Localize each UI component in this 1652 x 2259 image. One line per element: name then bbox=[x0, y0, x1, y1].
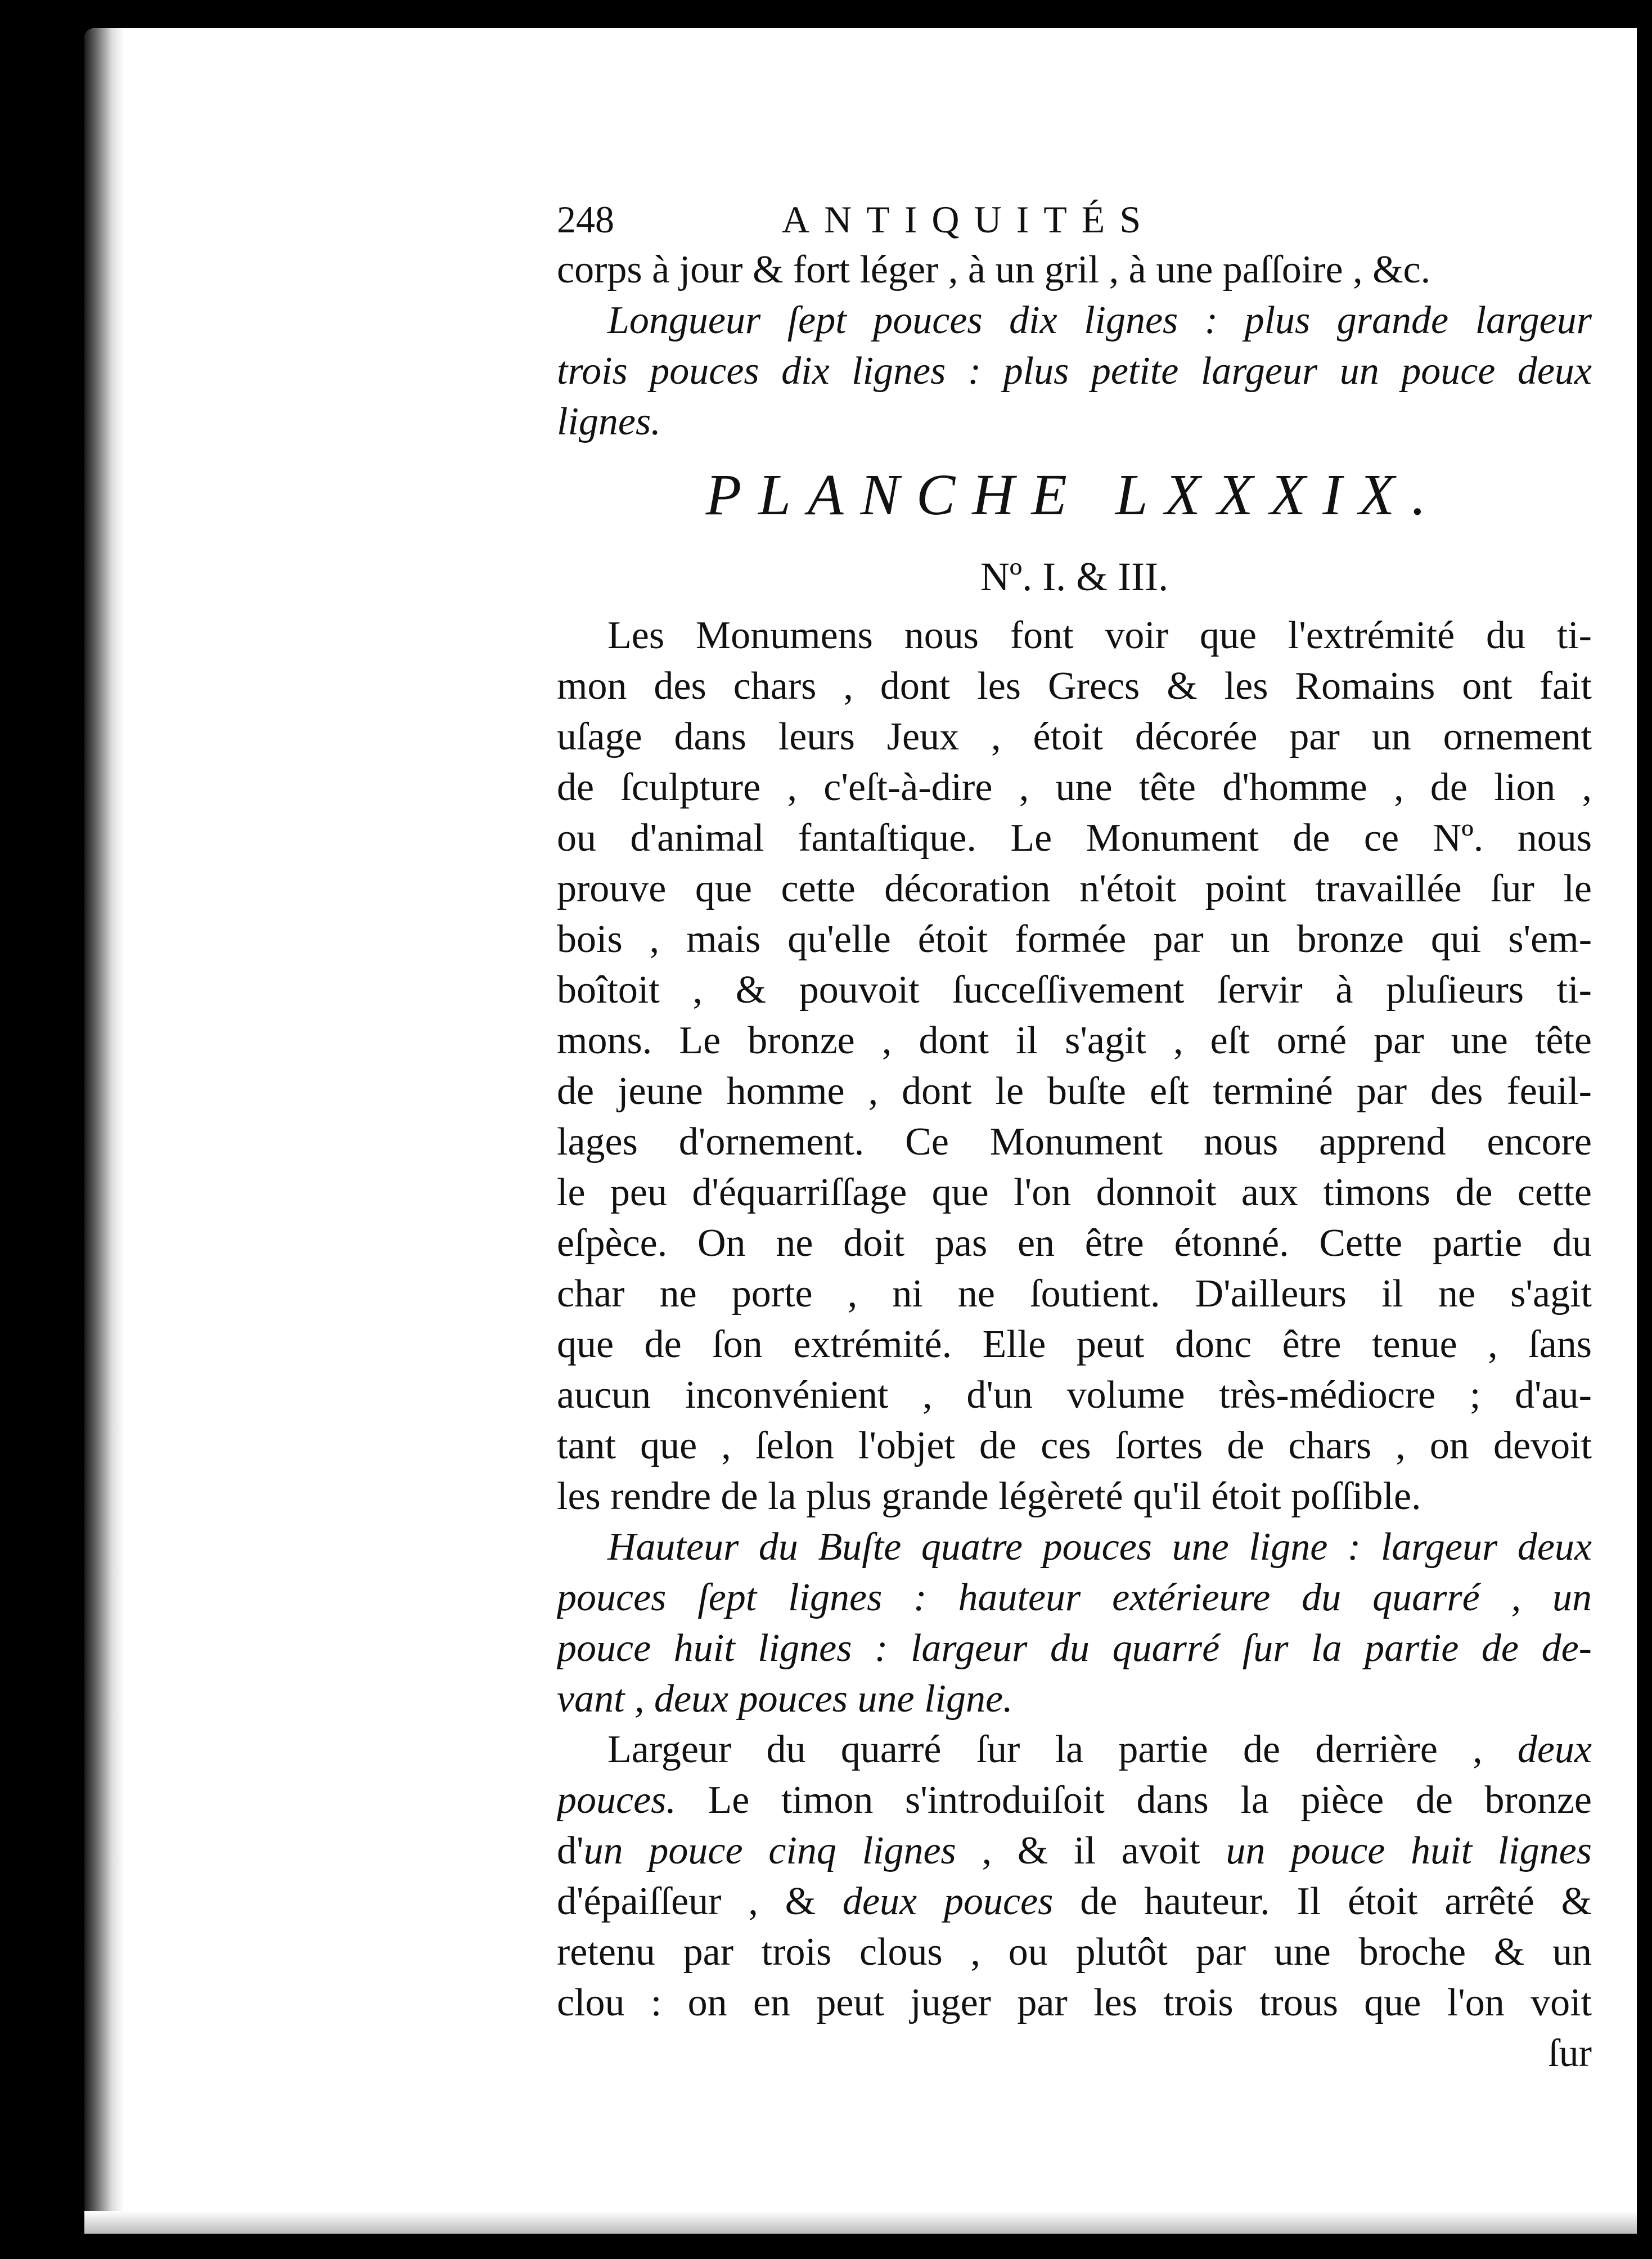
text-line bbox=[557, 1775, 1592, 1826]
text-line: char ne porte , ni ne ſoutient. D'ailleurs il ne s'agit bbox=[557, 1272, 1592, 1315]
gutter-shadow bbox=[84, 28, 124, 2234]
text-span: d' bbox=[557, 1829, 584, 1872]
text-span: Le timon s'introduiſoit dans la pièce de bronze bbox=[676, 1779, 1592, 1822]
text-line: eſpèce. On ne doit pas en être étonné. Cette partie du bbox=[557, 1221, 1592, 1265]
text-line: de jeune homme , dont le buſte eſt terminé par des feuil- bbox=[557, 1070, 1592, 1113]
text-line: les rendre de la plus grande légèreté qu'il étoit poſſible. bbox=[557, 1475, 1421, 1518]
text-span: , & il avoit bbox=[956, 1829, 1226, 1872]
page-bottom-edge bbox=[84, 2211, 1637, 2234]
text-line: lignes. bbox=[557, 400, 661, 443]
text-line: bois , mais qu'elle étoit formée par un bronze qui s'em- bbox=[557, 918, 1592, 961]
text-span: de hauteur. Il étoit arrêté & bbox=[1053, 1880, 1592, 1923]
text-line: Hauteur du Buſte quatre pouces une ligne : largeur deux bbox=[607, 1525, 1592, 1569]
text-line bbox=[557, 1876, 1592, 1927]
plate-subtitle: Nº. I. & III. bbox=[980, 554, 1169, 599]
text-line: corps à jour & fort léger , à un gril , à une paſſoire , &c. bbox=[557, 248, 1431, 291]
text-line: vant , deux pouces une ligne. bbox=[557, 1677, 1013, 1721]
text-span: un pouce cinq lignes bbox=[583, 1829, 956, 1872]
catchword: ſur bbox=[1548, 2032, 1592, 2075]
text-line: mons. Le bronze , dont il s'agit , eſt orné par une tête bbox=[557, 1019, 1592, 1062]
text-line bbox=[557, 1724, 1592, 1775]
text-line: aucun inconvénient , d'un volume très-médiocre ; d'au- bbox=[557, 1373, 1592, 1417]
page-number: 248 bbox=[557, 198, 614, 241]
text-span: deux pouces bbox=[842, 1880, 1054, 1923]
book-page bbox=[84, 28, 1637, 2234]
text-span: Largeur du quarré ſur la partie de derrière , bbox=[607, 1728, 1518, 1771]
text-line: boîtoit , & pouvoit ſucceſſivement ſervir à pluſieurs ti- bbox=[557, 968, 1592, 1012]
text-line: prouve que cette décoration n'étoit point travaillée ſur le bbox=[557, 867, 1592, 910]
text-block bbox=[557, 194, 1592, 2079]
running-header bbox=[557, 194, 1592, 245]
text-line: Longueur ſept pouces dix lignes : plus grande largeur bbox=[607, 299, 1592, 342]
text-line: mon des chars , dont les Grecs & les Romains ont fait bbox=[557, 664, 1592, 708]
text-line: lages d'ornement. Ce Monument nous apprend encore bbox=[557, 1120, 1592, 1164]
text-line: tant que , ſelon l'objet de ces ſortes de chars , on devoit bbox=[557, 1424, 1592, 1467]
plate-title: PLANCHE LXXXIX. bbox=[705, 462, 1443, 527]
text-span: un pouce huit lignes bbox=[1226, 1829, 1592, 1872]
text-line: de ſculpture , c'eſt-à-dire , une tête d'homme , de lion , bbox=[557, 766, 1592, 809]
text-line: pouce huit lignes : largeur du quarré ſur la partie de de- bbox=[557, 1627, 1592, 1670]
text-span: deux bbox=[1517, 1728, 1592, 1771]
text-line: ou d'animal fantaſtique. Le Monument de ce Nº. nous bbox=[557, 816, 1592, 860]
text-line: clou : on en peut juger par les trois trous que l'on voit bbox=[557, 1981, 1592, 2024]
text-line: Les Monumens nous font voir que l'extrémité du ti- bbox=[607, 614, 1592, 657]
text-span: d'épaiſſeur , & bbox=[557, 1880, 843, 1923]
running-title: ANTIQUITÉS bbox=[782, 198, 1156, 241]
text-line: pouces ſept lignes : hauteur extérieure du quarré , un bbox=[557, 1576, 1592, 1619]
text-line: uſage dans leurs Jeux , étoit décorée par un ornement bbox=[557, 715, 1592, 758]
text-line: le peu d'équarriſſage que l'on donnoit aux timons de cette bbox=[557, 1171, 1592, 1214]
text-span: pouces. bbox=[557, 1779, 676, 1822]
text-line: trois pouces dix lignes : plus petite largeur un pouce deux bbox=[557, 349, 1592, 393]
text-line: que de ſon extrémité. Elle peut donc être tenue , ſans bbox=[557, 1323, 1592, 1366]
text-line bbox=[557, 1826, 1592, 1876]
text-line: retenu par trois clous , ou plutôt par une broche & un bbox=[557, 1930, 1592, 1974]
